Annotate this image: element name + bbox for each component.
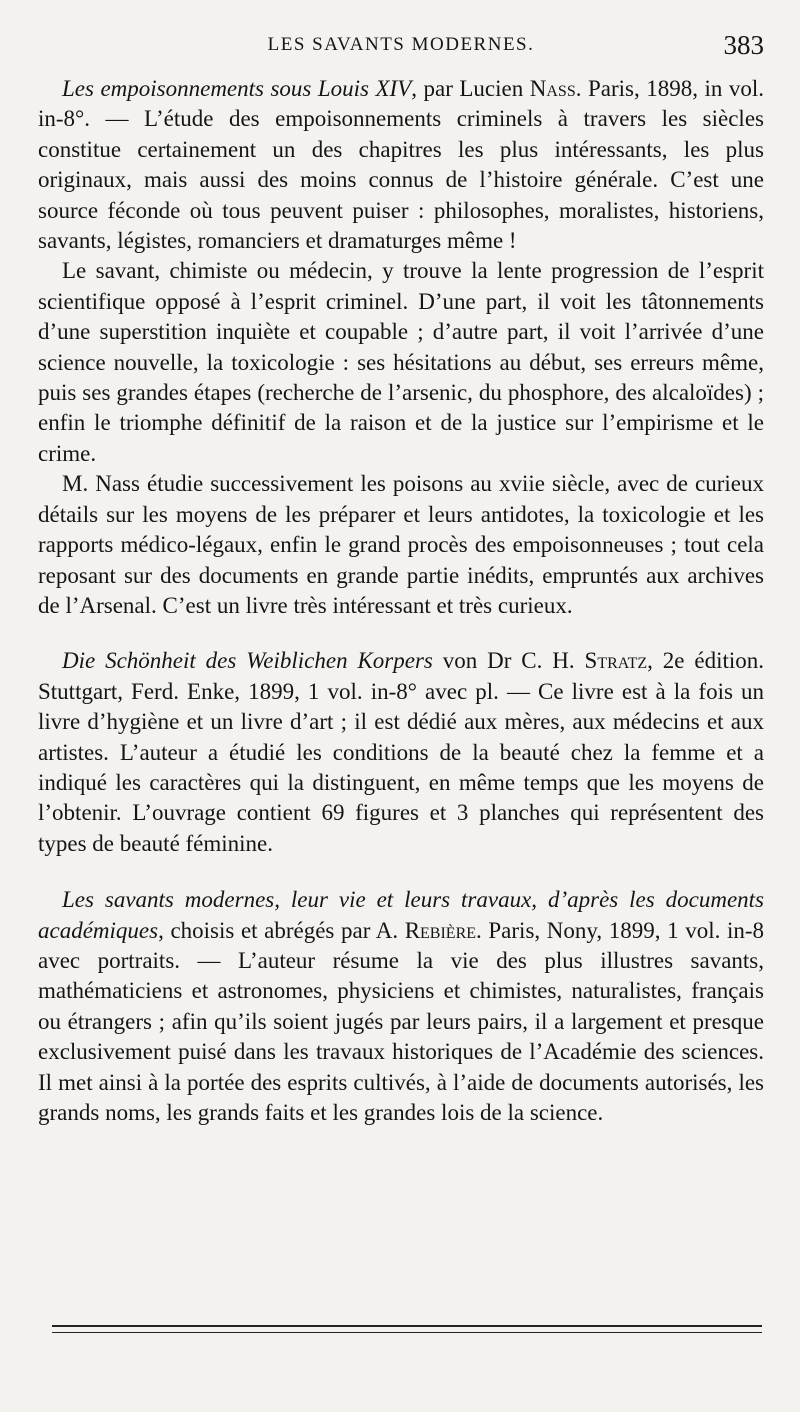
book-title: Die Schönheit des Weiblichen Korpers	[62, 648, 433, 674]
footer-rule	[52, 1332, 762, 1333]
review-text: . Paris, Nony, 1899, 1 vol. in-8 avec portraits. — L’auteur résume la vie des plus illustres savants, mathématiciens et astronomes, physiciens et chimistes, naturalistes, français ou étrangers ; afin qu’ils soient jugés par leurs pairs, il a largement et presque exclusivement puisé dans les travaux historiques de l’Académie des sciences. Il met ainsi à la portée des esprits cultivés, à l’aide de documents autorisés, les grands noms, les grands faits et les grandes lois de la science.	[38, 917, 765, 1125]
page-header	[38, 24, 764, 68]
book-author: Nass	[529, 76, 576, 101]
review-entry	[38, 74, 764, 621]
review-paragraph: Die Schönheit des Weiblichen Korpers von Dr C. H. Stratz, 2e édition. Stuttgart, Ferd. Enke, 1899, 1 vol. in-8° avec pl. — Ce livre est à la fois un livre d’hygiène et un livre d’art ; il est dédié aux mères, aux médecins et aux artistes. L’auteur a étudié les conditions de la beauté chez la femme et a indiqué les caractères qui la distinguent, en même temps que les moyens de l’obtenir. L’ouvrage contient 69 figures et 3 planches qui représentent des types de beauté féminine.	[38, 648, 764, 856]
book-author: Stratz	[584, 648, 648, 674]
review-paragraph: Les empoisonnements sous Louis XIV, par Lucien Nass. Paris, 1898, in vol. in-8°. — L’étude des empoisonnements criminels à travers les siècles constitue certainement un des chapitres les plus intéressants, les plus originaux, mais aussi des moins connus de l’histoire générale. C’est une source féconde où tous peuvent puiser : philosophes, moralistes, historiens, savants, légistes, romanciers et dramaturges même !	[38, 76, 764, 254]
review-paragraph: Les savants modernes, leur vie et leurs travaux, d’après les documents académiques, choisis et abrégés par A. Rebière. Paris, Nony, 1899, 1 vol. in-8 avec portraits. — L’auteur résume la vie des plus illustres savants, mathématiciens et astronomes, physiciens et chimistes, naturalistes, français ou étrangers ; afin qu’ils soient jugés par leurs pairs, il a largement et presque exclusivement puisé dans les travaux historiques de l’Académie des sciences. Il met ainsi à la portée des esprits cultivés, à l’aide de documents autorisés, les grands noms, les grands faits et les grandes lois de la science.	[38, 887, 765, 1125]
review-text: . Paris, 1898, in vol. in-8°. — L’étude des empoisonnements criminels à travers les siècles constitue certainement un des chapitres les plus intéressants, les plus originaux, mais aussi des moins connus de l’histoire générale. C’est une source féconde où tous peuvent puiser : philosophes, moralistes, historiens, savants, légistes, romanciers et dramaturges même !	[38, 76, 764, 254]
running-title: LES SAVANTS MODERNES.	[267, 34, 535, 55]
book-title: Les empoisonnements sous Louis XIV	[62, 76, 412, 101]
review-entry	[38, 646, 764, 859]
footer-rule	[52, 1325, 762, 1327]
review-text: , 2e édition. Stuttgart, Ferd. Enke, 1899, 1 vol. in-8° avec pl. — Ce livre est à la fois un livre d’hygiène et un livre d’art ; il est dédié aux mères, aux médecins et aux artistes. L’auteur a étudié les conditions de la beauté chez la femme et a indiqué les caractères qui la distinguent, en même temps que les moyens de l’obtenir. L’ouvrage contient 69 figures et 3 planches qui représentent des types de beauté féminine.	[38, 648, 764, 856]
book-author: Rebière	[404, 917, 477, 943]
page	[38, 24, 764, 1128]
review-paragraph: Le savant, chimiste ou médecin, y trouve la lente progression de l’esprit scientifique opposé à l’esprit criminel. D’une part, il voit les tâtonnements d’une superstition inquiète et coupable ; d’autre part, il voit l’arrivée d’une science nouvelle, la toxicologie : ses hésitations au début, ses erreurs même, puis ses grandes étapes (recherche de l’arsenic, du phosphore, des alcaloïdes) ; enfin le triomphe définitif de la raison et de la justice sur l’empirisme et le crime.	[38, 258, 764, 466]
review-entry	[38, 885, 764, 1128]
page-number: 383	[723, 30, 764, 60]
review-paragraph: M. Nass étudie successivement les poisons au xviie siècle, avec de curieux détails sur les moyens de les préparer et leurs antidotes, la toxicologie et les rapports médico-légaux, enfin le grand procès des empoisonneuses ; tout cela reposant sur des documents en grande partie inédits, empruntés aux archives de l’Arsenal. C’est un livre très intéressant et très curieux.	[38, 471, 764, 618]
book-title: Les savants modernes, leur vie et leurs travaux, d’après les documents académiques	[38, 887, 764, 943]
